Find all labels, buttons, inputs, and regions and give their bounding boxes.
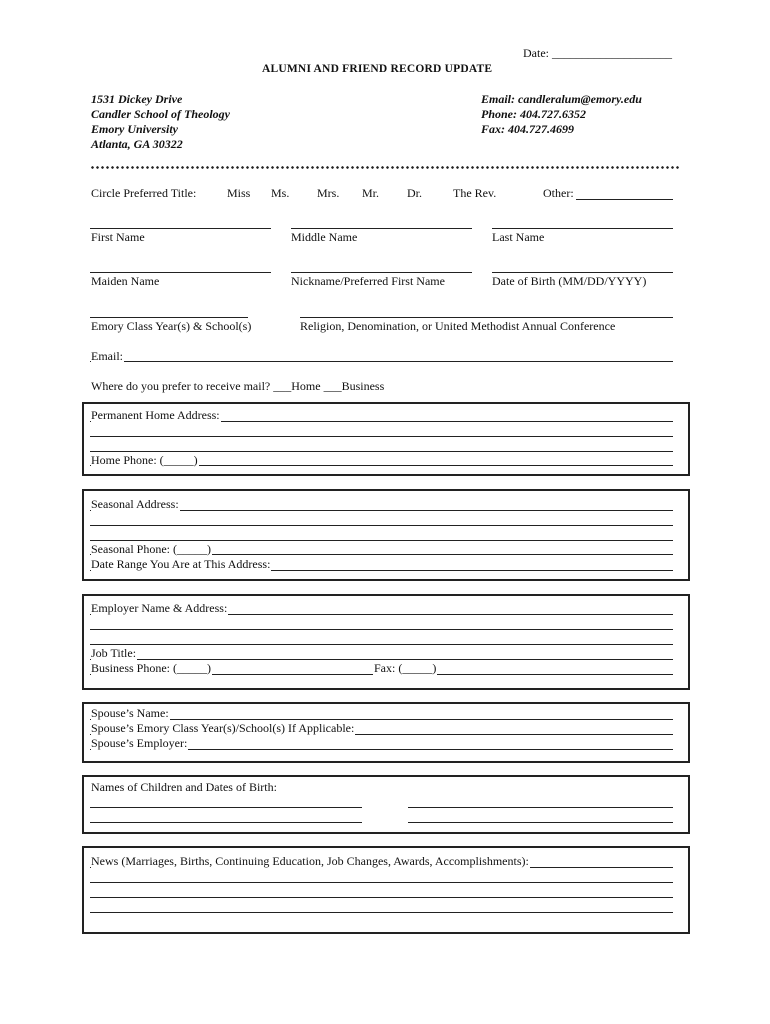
fax-label: Fax: (_____) — [374, 661, 437, 675]
dob-label: Date of Birth (MM/DD/YYYY) — [492, 274, 647, 288]
class-year-field[interactable] — [90, 317, 248, 318]
last-name-field[interactable] — [492, 228, 673, 229]
child-field-2[interactable] — [408, 807, 673, 808]
title-option-mrs[interactable]: Mrs. — [317, 186, 340, 200]
nickname-label: Nickname/Preferred First Name — [291, 274, 445, 288]
first-name-field[interactable] — [90, 228, 271, 229]
news-field-3[interactable] — [90, 897, 673, 898]
spouse-class-label: Spouse’s Emory Class Year(s)/School(s) If Applicable: — [91, 721, 355, 735]
employer-name-label: Employer Name & Address: — [91, 601, 228, 615]
first-name-label: First Name — [91, 230, 145, 244]
home-address-field-3[interactable] — [90, 451, 673, 452]
title-option-miss[interactable]: Miss — [227, 186, 251, 200]
home-address-label: Permanent Home Address: — [91, 408, 220, 422]
email-label: Email: — [91, 349, 123, 363]
contact-phone: Phone: 404.727.6352 — [481, 107, 586, 121]
title-option-ms[interactable]: Ms. — [271, 186, 290, 200]
date-field[interactable]: Date: ____________________ — [523, 46, 672, 60]
spouse-name-field[interactable] — [90, 719, 673, 720]
maiden-name-label: Maiden Name — [91, 274, 160, 288]
school-address — [91, 92, 230, 152]
employer-address-field-2[interactable] — [90, 629, 673, 630]
children-label: Names of Children and Dates of Birth: — [91, 780, 277, 794]
child-field-4[interactable] — [408, 822, 673, 823]
business-phone-label: Business Phone: (_____) — [91, 661, 211, 675]
middle-name-field[interactable] — [291, 228, 472, 229]
address-line: Candler School of Theology — [91, 107, 231, 121]
title-option-dr[interactable]: Dr. — [407, 186, 422, 200]
job-title-field[interactable] — [90, 659, 673, 660]
address-line: 1531 Dickey Drive — [91, 92, 183, 106]
contact-fax: Fax: 404.727.4699 — [481, 122, 574, 136]
nickname-field[interactable] — [291, 272, 472, 273]
middle-name-label: Middle Name — [291, 230, 358, 244]
news-field-4[interactable] — [90, 912, 673, 913]
home-address-field-2[interactable] — [90, 436, 673, 437]
school-contact — [481, 92, 642, 137]
email-field[interactable] — [90, 361, 673, 362]
seasonal-phone-label: Seasonal Phone: (_____) — [91, 542, 211, 556]
child-field-3[interactable] — [90, 822, 362, 823]
dotted-divider — [90, 166, 680, 169]
address-line: Emory University — [91, 122, 178, 136]
date-range-label: Date Range You Are at This Address: — [91, 557, 271, 571]
class-year-label: Emory Class Year(s) & School(s) — [91, 319, 252, 333]
job-title-label: Job Title: — [91, 646, 137, 660]
title-option-rev[interactable]: The Rev. — [453, 186, 497, 200]
seasonal-address-field-3[interactable] — [90, 540, 673, 541]
spouse-name-label: Spouse’s Name: — [91, 706, 169, 720]
last-name-label: Last Name — [492, 230, 545, 244]
religion-label: Religion, Denomination, or United Methodist Annual Conference — [300, 319, 616, 333]
maiden-name-field[interactable] — [90, 272, 271, 273]
dob-field[interactable] — [492, 272, 673, 273]
mail-preference[interactable]: Where do you prefer to receive mail? ___Home ___Business — [91, 379, 385, 393]
title-other-field[interactable] — [576, 199, 673, 200]
title-other-label: Other: — [543, 186, 574, 200]
home-phone-label: Home Phone: (_____) — [91, 453, 198, 467]
seasonal-address-label: Seasonal Address: — [91, 497, 179, 511]
news-field-2[interactable] — [90, 882, 673, 883]
seasonal-address-field-2[interactable] — [90, 525, 673, 526]
spouse-employer-label: Spouse’s Employer: — [91, 736, 188, 750]
title-option-mr[interactable]: Mr. — [362, 186, 380, 200]
religion-field[interactable] — [300, 317, 673, 318]
child-field-1[interactable] — [90, 807, 362, 808]
address-line: Atlanta, GA 30322 — [91, 137, 183, 151]
form-title: ALUMNI AND FRIEND RECORD UPDATE — [262, 63, 493, 75]
title-prompt: Circle Preferred Title: — [91, 186, 197, 200]
employer-address-field-3[interactable] — [90, 644, 673, 645]
news-label: News (Marriages, Births, Continuing Education, Job Changes, Awards, Accomplishments): — [91, 854, 529, 868]
contact-email: Email: candleralum@emory.edu — [481, 92, 642, 106]
